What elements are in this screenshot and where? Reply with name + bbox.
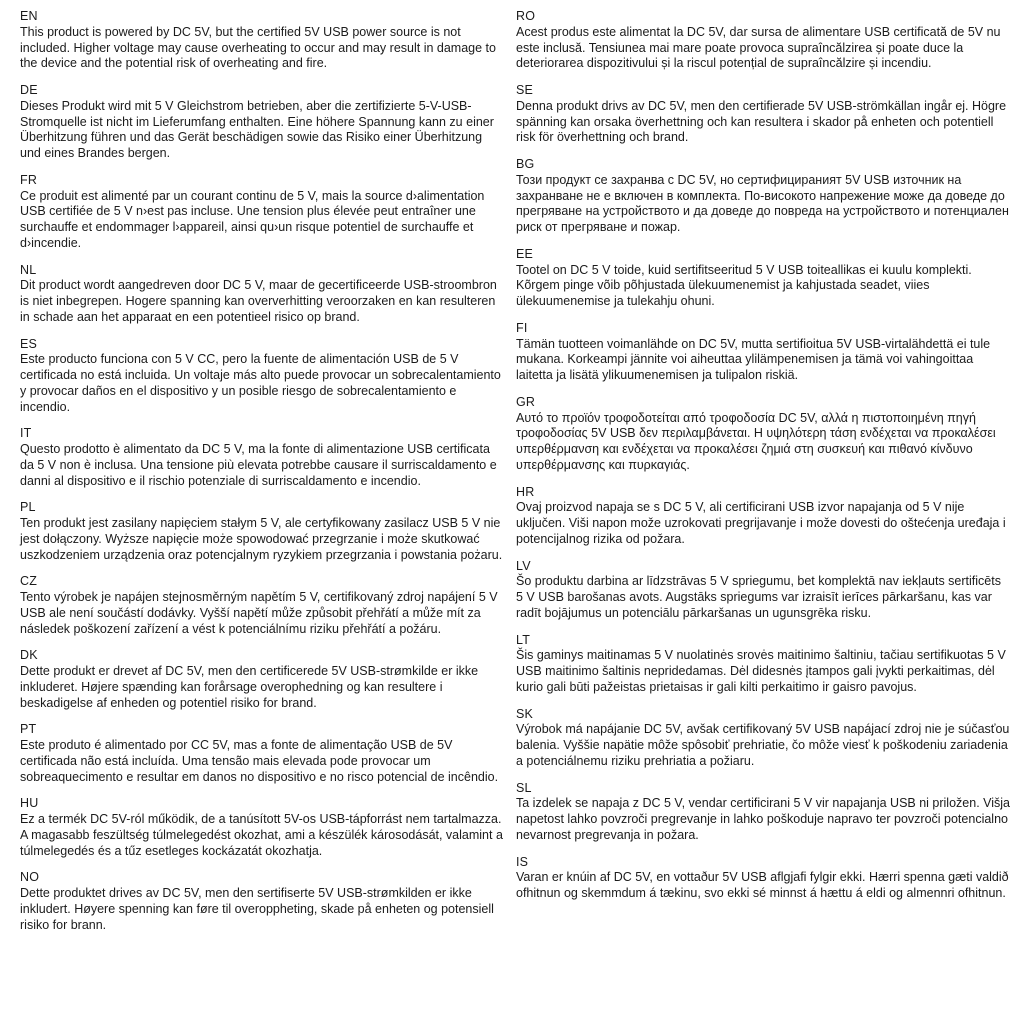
section-hr (516, 485, 1010, 548)
section-gr (516, 395, 1010, 474)
section-is (516, 855, 1010, 902)
lang-code: DE (20, 83, 38, 97)
lang-text: Tootel on DC 5 V toide, kuid sertifitseeritud 5 V USB toiteallikas ei kuulu komplekti. Kõrgem pinge võib põhjustada ülekuumenemist ja kahjustada seadet, viies ülekuumenemise ja tulekahju ohuni. (516, 262, 972, 308)
lang-code: FR (20, 172, 38, 187)
section-lv (516, 559, 1010, 622)
section-es (20, 337, 505, 416)
lang-text: Dieses Produkt wird mit 5 V Gleichstrom betrieben, aber die zertifizierte 5-V-USB-Stromquelle ist nicht im Lieferumfang enthalten. Eine höhere Spannung kann zu einer Überhitzung führen und das Gerät beschädigen sowie das Risiko einer Überhitzung und eines Brandes bergen. (20, 98, 494, 160)
lang-code: GR (516, 394, 536, 409)
lang-text: Ovaj proizvod napaja se s DC 5 V, ali certificirani USB izvor napajanja od 5 V nije uključen. Viši napon može uzrokovati pregrijavanje i može dovesti do oštećenja uređaja i potencijalnog rizika od požara. (516, 500, 1006, 546)
lang-text: Dette produktet drives av DC 5V, men den sertifiserte 5V USB-strømkilden er ikke inkludert. Høyere spenning kan føre til overoppheting, skade på enheten og potensiell risiko for brann. (20, 886, 494, 932)
lang-text: Ta izdelek se napaja z DC 5 V, vendar certificirani 5 V vir napajanja USB ni priložen. Višja napetost lahko povzroči pregrevanje in lahko poškoduje napravo ter povzroči potencialno nevarnost pregrevanja in požara. (516, 796, 1011, 842)
lang-code: DK (20, 648, 38, 663)
section-sk (516, 707, 1010, 770)
section-ee (516, 247, 1010, 310)
lang-text: Tämän tuotteen voimanlähde on DC 5V, mutta sertifioitua 5V USB-virtalähdettä ei tule mukana. Korkeampi jännite voi aiheuttaa ylilämpenemisen ja tämä voi vahingoittaa laitetta ja lisätä ylikuumenemisen ja tulipalon riskiä. (516, 336, 991, 382)
lang-text: Acest produs este alimentat la DC 5V, dar sursa de alimentare USB certificată de 5V nu este inclusă. Tensiunea mai mare poate provoca supraîncălzirea și poate duce la deteriorarea dispozitivului și la riscul potențial de supraîncălzire și incendiu. (516, 24, 1001, 71)
lang-text: Tento výrobek je napájen stejnosměrným napětím 5 V, certifikovaný zdroj napájení 5 V USB ale není součástí dodávky. Vyšší napětí může způsobit přehřátí a může mít za následek poškození zařízení a vést k potenciálnímu riziku přehřátí a požáru. (20, 590, 498, 636)
lang-text: Šo produktu darbina ar līdzstrāvas 5 V spriegumu, bet komplektā nav iekļauts sertificēts 5 V USB barošanas avots. Augstāks spriegums var izraisīt ierīces pārkaršanu, kas var radīt bojājumus un potenciālu pārkaršanas un ugunsgrēka risku. (516, 574, 1001, 620)
section-en (20, 9, 505, 72)
lang-code: SK (516, 706, 534, 721)
section-fi (516, 321, 1010, 384)
section-sl (516, 781, 1010, 844)
lang-code: PL (20, 500, 36, 515)
lang-text: Questo prodotto è alimentato da DC 5 V, ma la fonte di alimentazione USB certificata da 5 V non è inclusa. Una tensione più elevata potrebbe causare il surriscaldamento e danni al dispositivo e il rischio potenziale di surriscaldamento e incendio. (20, 442, 497, 488)
lang-code: SL (516, 780, 532, 795)
lang-code: EE (516, 246, 534, 261)
lang-text: This product is powered by DC 5V, but the certified 5V USB power source is not included. Higher voltage may cause overheating to occur and may result in damage to the device and the potential risk of overheating and fire. (20, 24, 496, 71)
lang-code: EN (20, 9, 38, 23)
lang-code: BG (516, 157, 535, 171)
lang-code: NL (20, 262, 37, 277)
lang-code: NO (20, 870, 40, 885)
lang-code: LV (516, 558, 531, 573)
lang-code: SE (516, 83, 534, 97)
section-it (20, 426, 505, 489)
lang-text: Šis gaminys maitinamas 5 V nuolatinės srovės maitinimo šaltiniu, tačiau sertifikuotas 5 V USB maitinimo šaltinis nepridedamas. Dėl didesnės įtampos gali įvykti perkaitimas, dėl kurio gali būti pažeistas prietaisas ir gali kilti perkaitimo ir gaisro pavojus. (516, 648, 1006, 694)
section-hu (20, 796, 505, 859)
section-dk (20, 648, 505, 711)
lang-code: HU (20, 796, 39, 811)
section-bg (516, 157, 1010, 236)
lang-code: CZ (20, 574, 38, 589)
lang-code: RO (516, 9, 536, 23)
lang-code: IS (516, 854, 529, 869)
lang-code: ES (20, 336, 38, 351)
lang-text: Ce produit est alimenté par un courant continu de 5 V, mais la source d›alimentation USB certifiée de 5 V n›est pas incluse. Une tension plus élevée peut entraîner une surchauffe et endommager l›appareil, ainsi qu›un risque potentiel de surchauffe et d›incendie. (20, 188, 485, 250)
lang-code: FI (516, 320, 528, 335)
lang-text: Varan er knúin af DC 5V, en vottaður 5V USB aflgjafi fylgir ekki. Hærri spenna gæti valdið ofhitnun og skemmdum á tækinu, svo ekki sé minnst á hættu á eldi og almennri ofhitnun. (516, 870, 1009, 900)
section-ro (516, 9, 1010, 72)
lang-text: Este producto funciona con 5 V CC, pero la fuente de alimentación USB de 5 V certificada no está incluida. Un voltaje más alto puede provocar un sobrecalentamiento y provocar daños en el dispositivo y un posible riesgo de sobrecalentamiento e incendio. (20, 352, 501, 414)
left-column (20, 9, 505, 944)
lang-text: Αυτό το προϊόν τροφοδοτείται από τροφοδοσία DC 5V, αλλά η πιστοποιημένη πηγή τροφοδοσίας 5V USB δεν περιλαμβάνεται. Η υψηλότερη τάση ενδέχεται να προκαλέσει υπερθέρμανση και ενδέχεται να προκαλέσει ζημιά στη συσκευή και πιθανό κίνδυνο υπερθέρμανσης και πυρκαγιάς. (516, 410, 996, 472)
section-pl (20, 500, 505, 563)
section-lt (516, 633, 1010, 696)
lang-code: HR (516, 484, 535, 499)
lang-text: Denna produkt drivs av DC 5V, men den certifierade 5V USB-strömkällan ingår ej. Högre spänning kan orsaka överhettning och kan resultera i skador på enheten och potentiell risk för överhettning och brand. (516, 98, 1007, 145)
lang-text: Este produto é alimentado por CC 5V, mas a fonte de alimentação USB de 5V certificada não está incluída. Uma tensão mais elevada pode provocar um sobreaquecimento e resultar em danos no dispositivo e no risco potencial de incêndio. (20, 738, 499, 784)
section-nl (20, 263, 505, 326)
lang-code: IT (20, 426, 32, 441)
section-de (20, 83, 505, 162)
lang-code: LT (516, 632, 531, 647)
section-fr (20, 173, 505, 252)
lang-text: Výrobok má napájanie DC 5V, avšak certifikovaný 5V USB napájací zdroj nie je súčasťou balenia. Vyššie napätie môže spôsobiť prehriatie, čo môže viesť k poškodeniu zariadenia a potenciálnemu riziku prehriatia a požiaru. (516, 722, 1010, 768)
section-no (20, 870, 505, 933)
lang-text: Ez a termék DC 5V-ról működik, de a tanúsított 5V-os USB-tápforrást nem tartalmazza. A magasabb feszültség túlmelegedést okozhat, ami a készülék károsodását, valamint a túlmelegedés és a tűz esetleges kockázatát okozhatja. (20, 812, 503, 858)
lang-text: Dit product wordt aangedreven door DC 5 V, maar de gecertificeerde USB-stroombron is niet inbegrepen. Hogere spanning kan oververhitting veroorzaken en kan resulteren in schade aan het apparaat en een potentieel risico op brand. (20, 278, 497, 324)
section-cz (20, 574, 505, 637)
section-pt (20, 722, 505, 785)
right-column (516, 9, 1010, 944)
lang-text: Този продукт се захранва с DC 5V, но сертифицираният 5V USB източник на захранване не е включен в комплекта. По-високото напрежение може да доведе до прегряване на устройството и да доведе до повреда на устройството и потенциален риск от прегряване и пожар. (516, 172, 1009, 234)
lang-text: Ten produkt jest zasilany napięciem stałym 5 V, ale certyfikowany zasilacz USB 5 V nie jest dołączony. Wyższe napięcie może spowodować przegrzanie i może skutkować uszkodzeniem urządzenia oraz potencjalnym ryzykiem przegrzania i powstania pożaru. (20, 516, 503, 562)
lang-text: Dette produkt er drevet af DC 5V, men den certificerede 5V USB-strømkilde er ikke inkluderet. Højere spænding kan forårsage overophedning og kan resultere i beskadigelse af enheden og potentiel risiko for brand. (20, 664, 479, 710)
section-se (516, 83, 1010, 146)
lang-code: PT (20, 722, 37, 737)
